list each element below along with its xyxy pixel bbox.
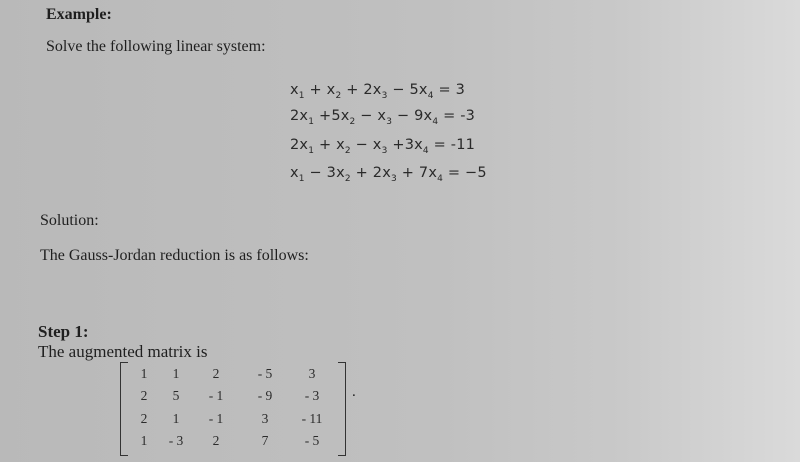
matrix-cell: - 9 <box>257 388 273 403</box>
matrix-cell: - 3 <box>304 388 320 403</box>
example-heading: Example: <box>46 6 112 23</box>
problem-statement: Solve the following linear system: <box>46 38 266 55</box>
matrix-cell: 3 <box>308 366 316 381</box>
equation-3: $2x_1 + x_2 - x_3 +3x_4 = -11$ <box>290 137 476 156</box>
solution-heading: Solution: <box>40 212 99 229</box>
matrix-cell: 2 <box>140 388 148 403</box>
matrix-cell: 7 <box>261 433 269 448</box>
equation-1: $x_1 + x_2 + 2x_3 - 5x_4 = 3$ <box>290 82 466 101</box>
equation-4: $x_1 - 3x_2 + 2x_3 + 7x_4 = -5$ <box>290 165 487 184</box>
matrix-cell: 5 <box>172 388 180 403</box>
matrix-cell: 1 <box>140 433 148 448</box>
matrix-period: . <box>352 384 356 400</box>
matrix-cell: - 11 <box>301 411 323 426</box>
matrix-cell: - 1 <box>208 388 224 403</box>
matrix-right-bracket <box>338 362 346 456</box>
matrix-cell: 2 <box>212 433 220 448</box>
matrix-cell: - 1 <box>208 411 224 426</box>
matrix-cell: - 5 <box>304 433 320 448</box>
matrix-cell: 2 <box>140 411 148 426</box>
augmented-matrix <box>120 362 346 456</box>
matrix-cell: 1 <box>172 411 180 426</box>
step-heading: Step 1: <box>38 322 89 341</box>
matrix-cell: - 3 <box>168 433 184 448</box>
augmented-matrix-caption: The augmented matrix is <box>38 342 208 361</box>
method-description: The Gauss-Jordan reduction is as follows: <box>40 247 309 264</box>
matrix-cell: 3 <box>261 411 269 426</box>
matrix-cell: - 5 <box>257 366 273 381</box>
equation-2: $2x_1 +5x_2 - x_3 - 9x_4 = -3$ <box>290 108 476 127</box>
matrix-cell: 1 <box>140 366 148 381</box>
matrix-cell: 2 <box>212 366 220 381</box>
matrix-cell: 1 <box>172 366 180 381</box>
